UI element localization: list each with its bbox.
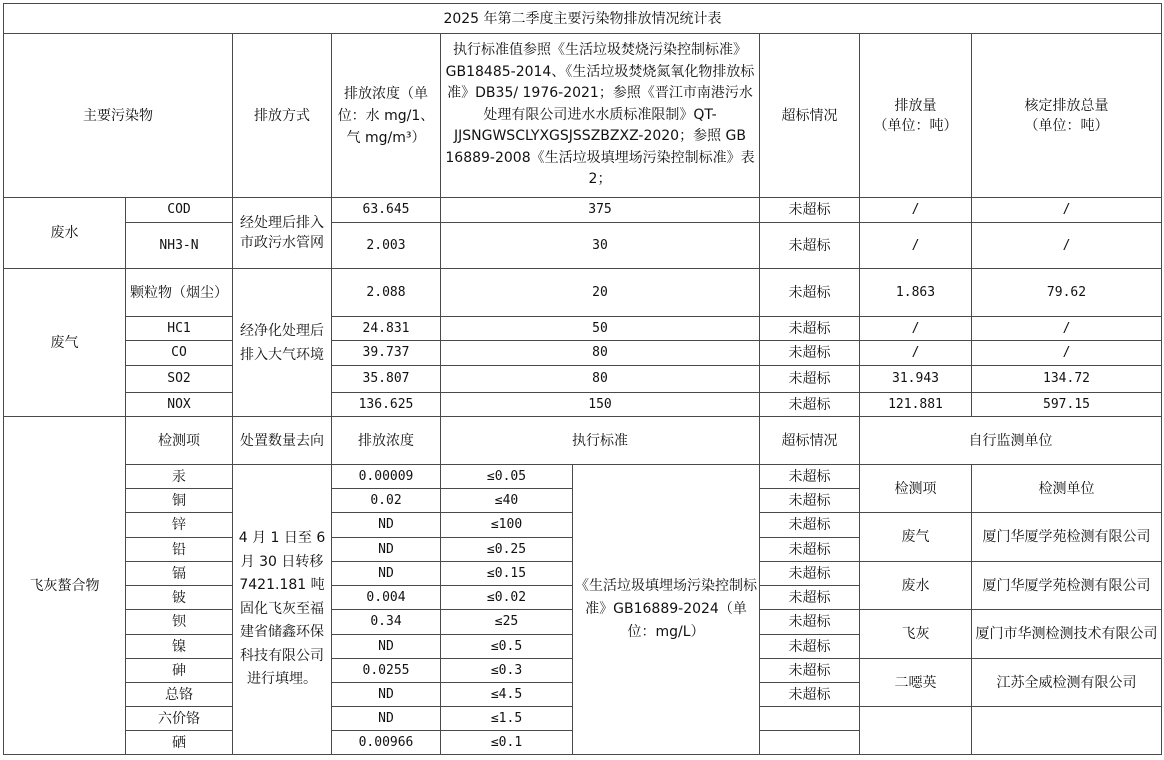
- exceed-status: 未超标: [760, 489, 860, 513]
- exceed-status: 未超标: [760, 538, 860, 562]
- standard-value: 50: [441, 317, 760, 341]
- test-item: 镍: [126, 635, 233, 659]
- approved-total: /: [972, 341, 1162, 366]
- monitor-item: 二噁英: [860, 659, 972, 707]
- table-row: [4, 366, 1162, 393]
- exceed-status: 未超标: [760, 586, 860, 610]
- header-approved-total-unit: （单位：吨）: [1024, 117, 1109, 134]
- table-row: [4, 223, 1162, 269]
- limit-value: ≤1.5: [441, 707, 573, 731]
- concentration-value: ND: [332, 683, 441, 707]
- header-emission-amount-title: 排放量: [894, 97, 937, 114]
- test-item: 砷: [126, 659, 233, 683]
- limit-value: ≤0.3: [441, 659, 573, 683]
- concentration-value: 63.645: [332, 198, 441, 223]
- limit-value: ≤0.02: [441, 586, 573, 610]
- concentration-value: 0.00966: [332, 731, 441, 755]
- approved-total: /: [972, 223, 1162, 269]
- table-row: [4, 417, 1162, 465]
- concentration-value: 0.00009: [332, 465, 441, 489]
- concentration-value: 0.02: [332, 489, 441, 513]
- category-waste-gas: 废气: [4, 269, 126, 417]
- test-item: 镉: [126, 562, 233, 586]
- exceed-status: 未超标: [760, 223, 860, 269]
- concentration-value: 24.831: [332, 317, 441, 341]
- standard-value: 80: [441, 341, 760, 366]
- table-row: [4, 341, 1162, 366]
- category-fly-ash: 飞灰螯合物: [4, 417, 126, 755]
- table-title: 2025 年第二季度主要污染物排放情况统计表: [4, 4, 1162, 34]
- disposal-text: 4 月 1 日至 6 月 30 日转移 7421.181 吨固化飞灰至福建省储鑫环保科技有限公司进行填埋。: [233, 465, 332, 755]
- concentration-value: ND: [332, 562, 441, 586]
- exceed-status: [760, 707, 860, 731]
- emission-amount: 1.863: [860, 269, 972, 317]
- approved-total: 79.62: [972, 269, 1162, 317]
- header-approved-total-title: 核定排放总量: [1024, 97, 1109, 114]
- test-item: 硒: [126, 731, 233, 755]
- test-item: 铍: [126, 586, 233, 610]
- pollutant-emission-table: [3, 3, 1162, 755]
- header-concentration: 排放浓度（单位：水 mg/1、气 mg/m³）: [332, 34, 441, 198]
- table-row: [4, 269, 1162, 317]
- concentration-value: 0.004: [332, 586, 441, 610]
- concentration-value: 39.737: [332, 341, 441, 366]
- exceed-status: 未超标: [760, 659, 860, 683]
- concentration-value: ND: [332, 635, 441, 659]
- limit-value: ≤40: [441, 489, 573, 513]
- header-disposal: 处置数量去向: [233, 417, 332, 465]
- limit-value: ≤0.5: [441, 635, 573, 659]
- test-item: 汞: [126, 465, 233, 489]
- discharge-method: 经净化处理后排入大气环境: [233, 269, 332, 417]
- table-row: [4, 393, 1162, 417]
- emission-amount: /: [860, 341, 972, 366]
- concentration-value: 0.0255: [332, 659, 441, 683]
- monitor-item: 飞灰: [860, 610, 972, 659]
- fly-ash-standard: 《生活垃圾填埋场污染控制标准》GB16889-2024（单位：mg/L）: [573, 465, 760, 755]
- pollutant-item: HC1: [126, 317, 233, 341]
- category-wastewater: 废水: [4, 198, 126, 269]
- discharge-method: 经处理后排入市政污水管网: [233, 198, 332, 269]
- header-emission-amount-unit: （单位：吨）: [873, 117, 958, 134]
- exceed-status: 未超标: [760, 269, 860, 317]
- limit-value: ≤4.5: [441, 683, 573, 707]
- monitor-unit: 厦门市华测检测技术有限公司: [972, 610, 1162, 659]
- standard-value: 80: [441, 366, 760, 393]
- header-standard: 执行标准值参照《生活垃圾焚烧污染控制标准》GB18485-2014、《生活垃圾焚烧氮氧化物排放标准》DB35/ 1976-2021；参照《晋江市南港污水处理有限公司进水水质标准限制》QT-JJSNGWSCLYXGSJSSZBZXZ-2020；参照 GB 16889-2008《生活垃圾填埋场污染控制标准》表 2；: [441, 34, 760, 198]
- exceed-status: 未超标: [760, 317, 860, 341]
- limit-value: ≤0.25: [441, 538, 573, 562]
- exceed-status: 未超标: [760, 366, 860, 393]
- concentration-value: 136.625: [332, 393, 441, 417]
- pollutant-item: COD: [126, 198, 233, 223]
- exceed-status: 未超标: [760, 393, 860, 417]
- exceed-status: 未超标: [760, 635, 860, 659]
- limit-value: ≤0.05: [441, 465, 573, 489]
- monitor-unit-empty: [972, 707, 1162, 755]
- test-item: 六价铬: [126, 707, 233, 731]
- table-row: [4, 198, 1162, 223]
- concentration-value: 2.003: [332, 223, 441, 269]
- limit-value: ≤0.1: [441, 731, 573, 755]
- monitor-header-item: 检测项: [860, 465, 972, 513]
- concentration-value: 2.088: [332, 269, 441, 317]
- concentration-value: 0.34: [332, 610, 441, 635]
- monitor-header-unit: 检测单位: [972, 465, 1162, 513]
- table-row: [4, 317, 1162, 341]
- exceed-status: 未超标: [760, 513, 860, 538]
- test-item: 铜: [126, 489, 233, 513]
- test-item: 锌: [126, 513, 233, 538]
- concentration-value: ND: [332, 538, 441, 562]
- emission-amount: /: [860, 317, 972, 341]
- pollutant-item: 颗粒物（烟尘）: [126, 269, 233, 317]
- exceed-status: 未超标: [760, 341, 860, 366]
- approved-total: /: [972, 198, 1162, 223]
- pollutant-item: CO: [126, 341, 233, 366]
- emission-amount: 31.943: [860, 366, 972, 393]
- approved-total: 134.72: [972, 366, 1162, 393]
- monitor-item: 废水: [860, 562, 972, 610]
- monitor-item-empty: [860, 707, 972, 755]
- monitor-item: 废气: [860, 513, 972, 562]
- approved-total: 597.15: [972, 393, 1162, 417]
- test-item: 钡: [126, 610, 233, 635]
- standard-value: 150: [441, 393, 760, 417]
- exceed-status: 未超标: [760, 683, 860, 707]
- exceed-status: [760, 731, 860, 755]
- exceed-status: 未超标: [760, 465, 860, 489]
- header-main-pollutant: 主要污染物: [4, 34, 233, 198]
- limit-value: ≤25: [441, 610, 573, 635]
- header-discharge-method: 排放方式: [233, 34, 332, 198]
- header-exceed-status: 超标情况: [760, 417, 860, 465]
- limit-value: ≤0.15: [441, 562, 573, 586]
- exceed-status: 未超标: [760, 198, 860, 223]
- concentration-value: 35.807: [332, 366, 441, 393]
- header-exceed-status: 超标情况: [760, 34, 860, 198]
- header-standard: 执行标准: [441, 417, 760, 465]
- limit-value: ≤100: [441, 513, 573, 538]
- concentration-value: ND: [332, 513, 441, 538]
- emission-amount: 121.881: [860, 393, 972, 417]
- header-concentration: 排放浓度: [332, 417, 441, 465]
- table-row: [4, 465, 1162, 489]
- header-monitor-unit: 自行监测单位: [860, 417, 1162, 465]
- test-item: 铅: [126, 538, 233, 562]
- exceed-status: 未超标: [760, 562, 860, 586]
- concentration-value: ND: [332, 707, 441, 731]
- monitor-unit: 厦门华厦学苑检测有限公司: [972, 562, 1162, 610]
- header-approved-total: [972, 34, 1162, 198]
- monitor-unit: 江苏全威检测有限公司: [972, 659, 1162, 707]
- pollutant-item: NH3-N: [126, 223, 233, 269]
- standard-value: 20: [441, 269, 760, 317]
- exceed-status: 未超标: [760, 610, 860, 635]
- pollutant-item: NOX: [126, 393, 233, 417]
- emission-amount: /: [860, 223, 972, 269]
- standard-value: 375: [441, 198, 760, 223]
- header-emission-amount: [860, 34, 972, 198]
- pollutant-item: SO2: [126, 366, 233, 393]
- header-test-item: 检测项: [126, 417, 233, 465]
- standard-value: 30: [441, 223, 760, 269]
- test-item: 总铬: [126, 683, 233, 707]
- approved-total: /: [972, 317, 1162, 341]
- monitor-unit: 厦门华厦学苑检测有限公司: [972, 513, 1162, 562]
- emission-amount: /: [860, 198, 972, 223]
